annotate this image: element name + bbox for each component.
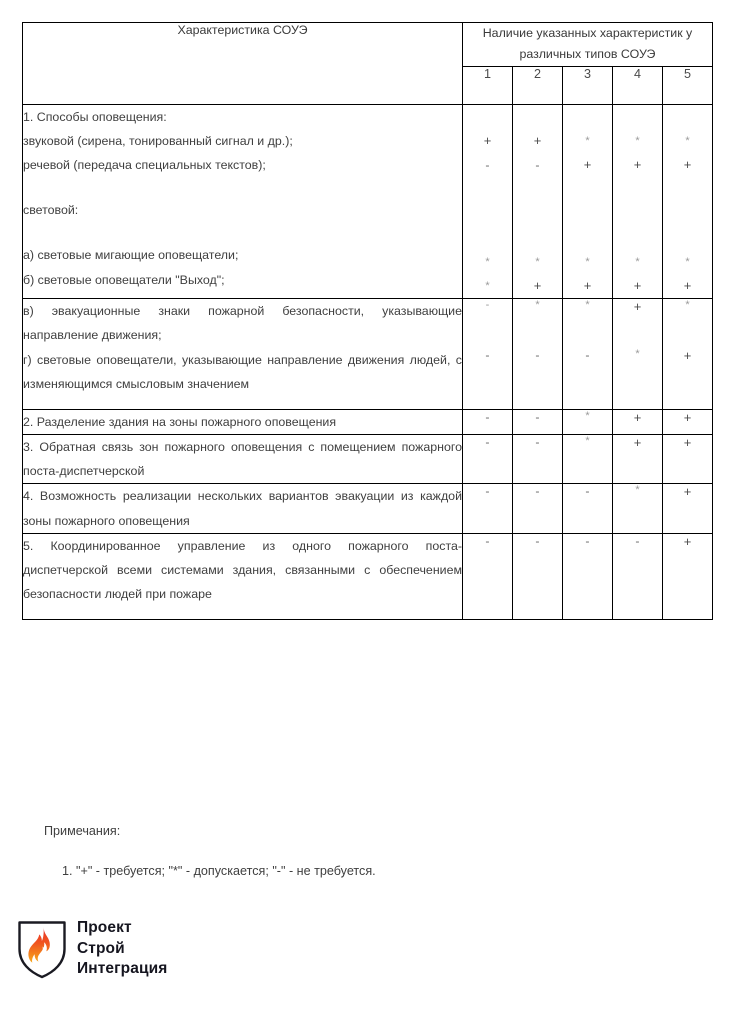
logo-text: [77, 918, 167, 980]
mark-g-4: *: [613, 348, 663, 410]
row-label-2-zone-division: 2. Разделение здания на зоны пожарного оповещения: [23, 409, 463, 434]
mark-blank: [613, 177, 662, 201]
line-gap-2: [23, 222, 462, 243]
mark-blank: [463, 201, 512, 225]
logo-line-1: Проект: [77, 919, 132, 937]
line-light: световой:: [23, 203, 79, 218]
mark-row5-5: +: [663, 533, 713, 620]
row-label-v-evacuation-signs: в) эвакуационные знаки пожарной безопасности, указывающие направление движения;: [23, 299, 463, 348]
mark-blank: [513, 177, 562, 201]
mark-v-4: +: [613, 299, 663, 348]
mark-row4-5: +: [663, 484, 713, 533]
mark-blank: [563, 201, 612, 225]
table-row: [23, 533, 713, 620]
mark-b-3: +: [583, 277, 592, 293]
mark-blank: [663, 201, 712, 225]
row-label-methods: [23, 104, 463, 299]
row-label-3-feedback: 3. Обратная связь зон пожарного оповещения с помещением пожарного поста-диспетчерской: [23, 435, 463, 484]
marks-col-2: [513, 104, 563, 299]
souo-characteristics-table: [22, 22, 713, 620]
mark-row3-4: +: [613, 435, 663, 484]
mark-v-1: -: [463, 299, 513, 348]
mark-row3-3: *: [563, 435, 613, 484]
notes-title: Примечания:: [44, 824, 121, 838]
company-logo: [16, 918, 167, 980]
mark-g-2: -: [513, 348, 563, 410]
line-b-exit: б) световые оповещатели "Выход";: [23, 272, 225, 287]
mark-row4-4: *: [613, 484, 663, 533]
table-row: [23, 484, 713, 533]
table-row: [23, 409, 713, 434]
mark-blank: [563, 226, 612, 250]
mark-blank: [463, 226, 512, 250]
mark-blank: [513, 201, 562, 225]
mark-blank: [463, 177, 512, 201]
header-type-5: 5: [663, 66, 713, 104]
header-type-3: 3: [563, 66, 613, 104]
mark-a-4: *: [635, 255, 640, 268]
mark-a-5: *: [685, 255, 690, 268]
mark-blank: [663, 226, 712, 250]
mark-row2-5: +: [663, 409, 713, 434]
mark-b-4: +: [633, 277, 642, 293]
mark-speech-1: -: [485, 158, 490, 173]
header-type-4: 4: [613, 66, 663, 104]
mark-v-3: *: [563, 299, 613, 348]
header-group-presence: Наличие указанных характеристик у различных типов СОУЭ: [463, 23, 713, 67]
mark-row3-2: -: [513, 435, 563, 484]
mark-row3-5: +: [663, 435, 713, 484]
row-label-5-coordinated-control: 5. Координированное управление из одного пожарного поста-диспетчерской всеми системами здания, связанными с обеспечением безопасности людей при пожаре: [23, 533, 463, 620]
mark-a-3: *: [585, 255, 590, 268]
mark-row5-1: -: [463, 533, 513, 620]
table-row: [23, 104, 713, 299]
mark-sound-5: *: [685, 134, 690, 147]
mark-row4-1: -: [463, 484, 513, 533]
table-header-row: [23, 23, 713, 67]
row-label-g-directional-signs: г) световые оповещатели, указывающие направление движения людей, с изменяющимся смысловым значением: [23, 348, 463, 410]
mark-speech-4: +: [633, 157, 642, 173]
mark-a-1: *: [485, 255, 490, 268]
header-type-2: 2: [513, 66, 563, 104]
mark-sound-1: +: [483, 132, 492, 148]
shield-flame-icon: [16, 918, 68, 980]
mark-g-5: +: [663, 348, 713, 410]
mark-sound-4: *: [635, 134, 640, 147]
mark-row5-4: -: [613, 533, 663, 620]
mark-blank: [563, 105, 612, 129]
mark-blank: [513, 105, 562, 129]
mark-b-1: *: [485, 279, 490, 292]
mark-v-2: *: [513, 299, 563, 348]
table-row: [23, 435, 713, 484]
table-row: [23, 348, 713, 410]
mark-a-2: *: [535, 255, 540, 268]
marks-col-5: [663, 104, 713, 299]
mark-sound-2: +: [533, 132, 542, 148]
marks-col-4: [613, 104, 663, 299]
line-a-flashing: а) световые мигающие оповещатели;: [23, 248, 239, 263]
logo-line-2: Строй: [77, 939, 125, 957]
mark-row2-4: +: [613, 409, 663, 434]
row-label-4-evacuation-variants: 4. Возможность реализации нескольких вариантов эвакуации из каждой зоны пожарного оповещения: [23, 484, 463, 533]
mark-blank: [463, 105, 512, 129]
mark-sound-3: *: [585, 134, 590, 147]
mark-row4-3: -: [563, 484, 613, 533]
marks-col-1: [463, 104, 513, 299]
mark-row2-2: -: [513, 409, 563, 434]
mark-blank: [563, 177, 612, 201]
mark-blank: [613, 201, 662, 225]
mark-blank: [663, 177, 712, 201]
mark-v-5: *: [663, 299, 713, 348]
mark-row5-3: -: [563, 533, 613, 620]
mark-b-2: +: [533, 277, 542, 293]
mark-blank: [613, 105, 662, 129]
logo-line-3: Интеграция: [77, 960, 168, 978]
line-methods-title: 1. Способы оповещения:: [23, 109, 167, 124]
line-speech: речевой (передача специальных текстов);: [23, 158, 266, 173]
mark-row2-1: -: [463, 409, 513, 434]
mark-blank: [663, 105, 712, 129]
mark-speech-3: +: [583, 157, 592, 173]
line-sound: звуковой (сирена, тонированный сигнал и др.);: [23, 133, 293, 148]
header-characteristic: Характеристика СОУЭ: [23, 23, 463, 105]
mark-g-1: -: [463, 348, 513, 410]
note-item-1: 1. "+" - требуется; "*" - допускается; "-" - не требуется.: [62, 864, 376, 878]
notes-section: [44, 824, 694, 878]
mark-speech-5: +: [683, 157, 692, 173]
header-type-1: 1: [463, 66, 513, 104]
mark-b-5: +: [683, 277, 692, 293]
mark-g-3: -: [563, 348, 613, 410]
mark-row2-3: *: [563, 409, 613, 434]
table-row: [23, 299, 713, 348]
mark-row3-1: -: [463, 435, 513, 484]
mark-row4-2: -: [513, 484, 563, 533]
marks-col-3: [563, 104, 613, 299]
line-gap-1: [23, 177, 462, 198]
mark-row5-2: -: [513, 533, 563, 620]
mark-blank: [513, 226, 562, 250]
mark-blank: [613, 226, 662, 250]
mark-speech-2: -: [535, 158, 540, 173]
